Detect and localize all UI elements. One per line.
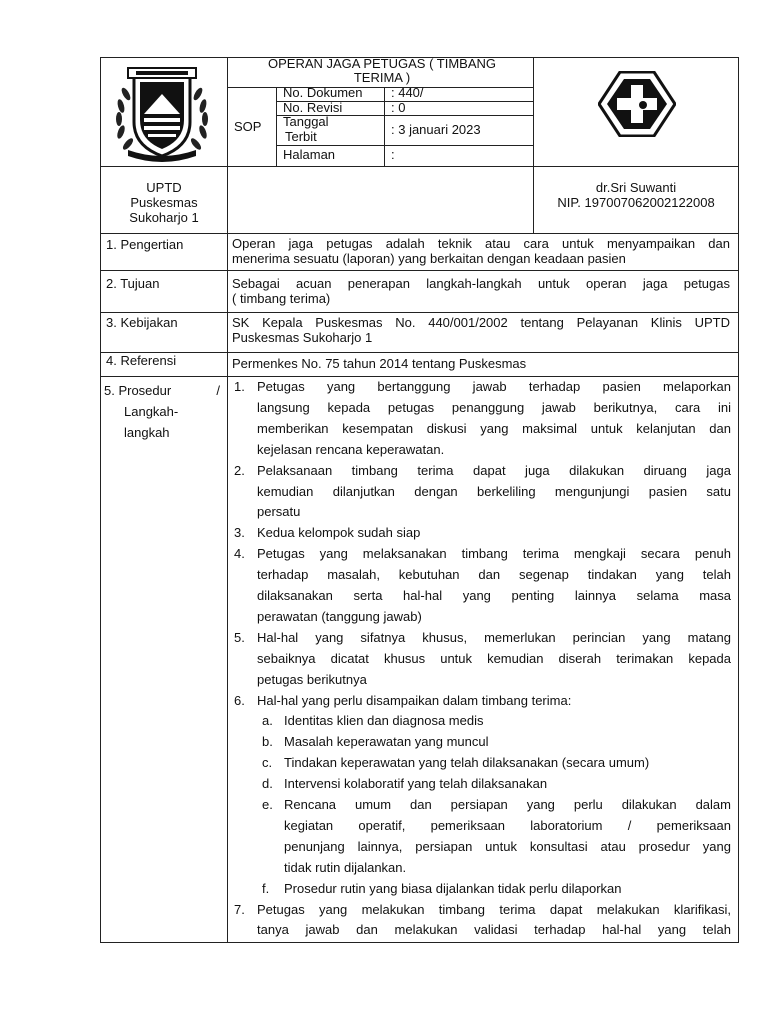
tujuan-label: 2. Tujuan <box>106 276 160 291</box>
procedure-step-5-line-marker: 5. <box>234 629 245 645</box>
referensi-label: 4. Referensi <box>106 353 177 368</box>
sop-label: SOP <box>234 119 262 134</box>
halaman-value: : <box>391 147 395 162</box>
procedure-subitem-e-line: tidak rutin dijalankan. <box>284 859 407 875</box>
prosedur-label: 5. Prosedur / Langkah- langkah <box>104 383 220 440</box>
procedure-subitem-c-line: Tindakan keperawatan yang telah dilaksanakan (secara umum) <box>284 755 650 771</box>
kebijakan-label: 3. Kebijakan <box>106 315 178 330</box>
procedure-step-1-line: memberikan kesempatan diskusi yang maksimal untuk kelanjutan dan <box>257 420 731 436</box>
referensi-text: Permenkes No. 75 tahun 2014 tentang Puskesmas <box>232 356 527 371</box>
procedure-step-1-line: Petugas yang bertanggung jawab terhadap pasien melaporkan <box>257 379 731 394</box>
procedure-subitem-a-line: Identitas klien dan diagnosa medis <box>284 713 484 729</box>
no-dokumen-value: : 440/ <box>391 85 424 100</box>
procedure-step-1-line: kejelasan rencana keperawatan. <box>257 441 445 457</box>
procedure-subitem-e-line-marker: e. <box>262 797 273 812</box>
procedure-step-6-line: Hal-hal yang perlu disampaikan dalam timbang terima: <box>257 692 572 708</box>
procedure-step-3-line: Kedua kelompok sudah siap <box>257 525 421 541</box>
procedure-step-1-line-marker: 1. <box>234 379 245 394</box>
puskesmas-logo-icon <box>598 71 676 137</box>
organization-name: UPTD Puskesmas Sukoharjo 1 <box>129 180 199 225</box>
procedure-subitem-e-line: penunjang lainnya, persiapan untuk konsultasi atau prosedur yang <box>284 838 731 854</box>
no-dokumen-label: No. Dokumen <box>283 85 363 100</box>
procedure-step-4-line-marker: 4. <box>234 546 245 562</box>
procedure-step-4-line: Petugas yang melaksanakan timbang terima mengkaji secara penuh <box>257 546 731 562</box>
tanggal-terbit-label: Tanggal Terbit <box>283 114 329 144</box>
procedure-step-4-line: terhadap masalah, kebutuhan dan segenap tindakan yang telah <box>257 567 731 583</box>
pengertian-label: 1. Pengertian <box>106 237 184 252</box>
procedure-subitem-f-line: Prosedur rutin yang biasa dijalankan tidak perlu dilaporkan <box>284 880 622 896</box>
procedure-step-4-line: perawatan (tanggung jawab) <box>257 608 422 624</box>
pengertian-text: Operan jaga petugas adalah teknik atau cara untuk menyampaikan dan menerima sesuatu (laporan) yang berkaitan dengan keadaan pasien <box>232 236 730 266</box>
procedure-step-7-line-marker: 7. <box>234 901 245 917</box>
regency-crest-icon <box>110 64 214 162</box>
procedure-subitem-b-line-marker: b. <box>262 734 273 750</box>
procedure-step-5-line: petugas berikutnya <box>257 671 367 687</box>
tujuan-text: Sebagai acuan penerapan langkah-langkah untuk operan jaga petugas ( timbang terima) <box>232 276 730 306</box>
signer-name: dr.Sri Suwanti <box>595 180 677 195</box>
procedure-step-7-line: Petugas yang melakukan timbang terima dapat melakukan klarifikasi, <box>257 901 731 917</box>
procedure-step-5-line: sebaiknya dicatat khusus untuk kemudian diserah terimakan kepada <box>257 650 731 666</box>
procedure-step-6-line-marker: 6. <box>234 692 245 708</box>
procedure-subitem-b-line: Masalah keperawatan yang muncul <box>284 734 489 750</box>
procedure-step-4-line: dilaksanakan serta hal-hal yang penting lainnya selama masa <box>257 588 731 603</box>
procedure-subitem-e-line: kegiatan operatif, pemeriksaan laboratorium / pemeriksaan <box>284 817 731 833</box>
procedure-subitem-c-line-marker: c. <box>262 755 273 771</box>
procedure-step-2-line: Pelaksanaan timbang terima dapat juga dilakukan diruang jaga <box>257 462 731 478</box>
procedure-subitem-a-line-marker: a. <box>262 713 273 729</box>
procedure-subitem-d-line-marker: d. <box>262 776 273 792</box>
procedure-subitem-d-line: Intervensi kolaboratif yang telah dilaksanakan <box>284 776 548 792</box>
no-revisi-label: No. Revisi <box>283 100 343 115</box>
procedure-step-7-line: tanya jawab dan melakukan validasi terhadap hal-hal yang telah <box>257 922 731 938</box>
procedure-step-2-line: kemudian dilanjutkan dengan berkeliling mengunjungi pasien satu <box>257 483 731 499</box>
signer-block <box>534 180 738 210</box>
procedure-step-5-line: Hal-hal yang sifatnya khusus, memerlukan perincian yang matang <box>257 629 731 645</box>
procedure-step-1-line: langsung kepada petugas penanggung jawab berikutnya, cara ini <box>257 399 731 415</box>
kebijakan-text: SK Kepala Puskesmas No. 440/001/2002 tentang Pelayanan Klinis UPTD Puskesmas Sukoharjo 1 <box>232 315 730 345</box>
signer-nip: NIP. 197007062002122008 <box>557 195 715 210</box>
halaman-label: Halaman <box>283 147 336 162</box>
document-title: OPERAN JAGA PETUGAS ( TIMBANG TERIMA ) <box>267 56 497 85</box>
no-revisi-value: : 0 <box>391 100 406 115</box>
procedure-step-3-line-marker: 3. <box>234 525 245 541</box>
procedure-step-2-line: persatu <box>257 504 301 520</box>
procedure-step-2-line-marker: 2. <box>234 462 245 478</box>
procedure-subitem-f-line-marker: f. <box>262 880 270 896</box>
tanggal-terbit-value: : 3 januari 2023 <box>391 122 481 137</box>
procedure-subitem-e-line: Rencana umum dan persiapan yang perlu dilakukan dalam <box>284 797 731 812</box>
